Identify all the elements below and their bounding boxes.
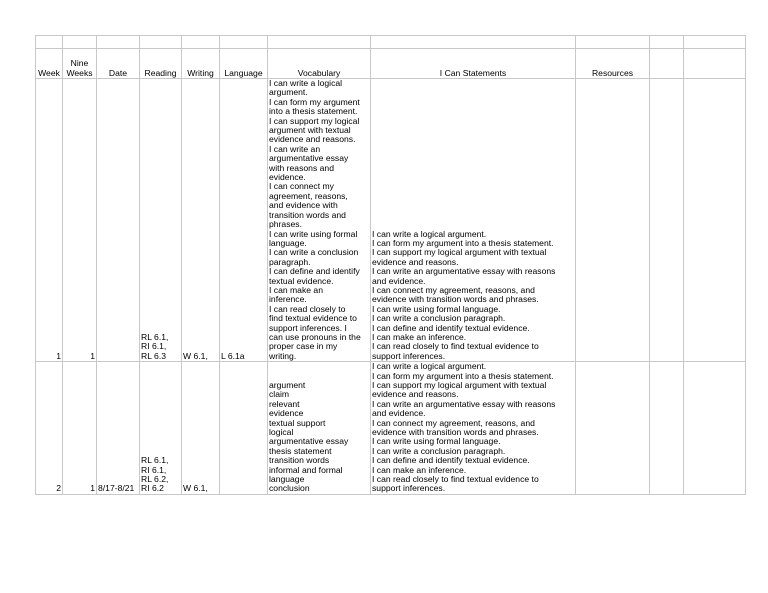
cell[interactable] <box>650 79 684 362</box>
header-nine-weeks[interactable]: Nine Weeks <box>63 49 97 79</box>
header-row <box>36 49 746 79</box>
resources-cell[interactable] <box>576 79 650 362</box>
writing-cell[interactable]: W 6.1, <box>182 79 220 362</box>
cell[interactable] <box>63 36 97 49</box>
language-cell[interactable]: L 6.1a <box>220 79 268 362</box>
cell[interactable] <box>97 36 140 49</box>
vocabulary-cell[interactable]: argument claim relevant evidence textual support logical argumentative essay thesis statement transition words informal and formal language conclusion <box>268 362 371 495</box>
cell[interactable] <box>576 36 650 49</box>
cell[interactable] <box>220 36 268 49</box>
vocabulary-cell[interactable]: I can write a logical argument. I can form my argument into a thesis statement. I can support my logical argument with textual evidence and reasons. I can write an argumentative essay with reasons and evidence. I can connect my agreement, reasons, and evidence with transition words and phrases. I can write using formal language. I can write a conclusion paragraph. I can define and identify textual evidence. I can make an inference. I can read closely to find textual evidence to support inferences. I can use pronouns in the proper case in my writing. <box>268 79 371 362</box>
date-cell[interactable]: 8/17-8/21 <box>97 362 140 495</box>
i-can-cell[interactable]: I can write a logical argument. I can form my argument into a thesis statement. I can support my logical argument with textual evidence and reasons. I can write an argumentative essay with reasons and evidence. I can connect my agreement, reasons, and evidence with transition words and phrases. I can write using formal language. I can write a conclusion paragraph. I can define and identify textual evidence. I can make an inference. I can read closely to find textual evidence to support inferences. <box>371 362 576 495</box>
reading-cell[interactable]: RL 6.1, RI 6.1, RL 6.2, RI 6.2 <box>140 362 182 495</box>
header-language[interactable]: Language <box>220 49 268 79</box>
writing-cell[interactable]: W 6.1, <box>182 362 220 495</box>
header-i-can-statements[interactable]: I Can Statements <box>371 49 576 79</box>
header-writing[interactable]: Writing <box>182 49 220 79</box>
table-row <box>36 79 746 362</box>
blank-row <box>36 36 746 49</box>
header-reading[interactable]: Reading <box>140 49 182 79</box>
header-date[interactable]: Date <box>97 49 140 79</box>
date-cell[interactable] <box>97 79 140 362</box>
curriculum-table <box>35 35 746 495</box>
table-row <box>36 362 746 495</box>
cell[interactable] <box>371 36 576 49</box>
cell[interactable] <box>650 362 684 495</box>
header-week[interactable]: Week <box>36 49 63 79</box>
week-cell[interactable]: 1 <box>36 79 63 362</box>
cell[interactable] <box>182 36 220 49</box>
cell[interactable] <box>140 36 182 49</box>
header-resources[interactable]: Resources <box>576 49 650 79</box>
i-can-cell[interactable]: I can write a logical argument. I can form my argument into a thesis statement. I can support my logical argument with textual evidence and reasons. I can write an argumentative essay with reasons and evidence. I can connect my agreement, reasons, and evidence with transition words and phrases. I can write using formal language. I can write a conclusion paragraph. I can define and identify textual evidence. I can make an inference. I can read closely to find textual evidence to support inferences. <box>371 79 576 362</box>
cell[interactable] <box>650 36 684 49</box>
reading-cell[interactable]: RL 6.1, RI 6.1, RL 6.3 <box>140 79 182 362</box>
week-cell[interactable]: 2 <box>36 362 63 495</box>
nine-weeks-cell[interactable]: 1 <box>63 79 97 362</box>
cell[interactable] <box>650 49 684 79</box>
language-cell[interactable] <box>220 362 268 495</box>
cell[interactable] <box>684 36 746 49</box>
nine-weeks-cell[interactable]: 1 <box>63 362 97 495</box>
cell[interactable] <box>684 79 746 362</box>
cell[interactable] <box>36 36 63 49</box>
resources-cell[interactable] <box>576 362 650 495</box>
cell[interactable] <box>684 362 746 495</box>
header-vocabulary[interactable]: Vocabulary <box>268 49 371 79</box>
cell[interactable] <box>684 49 746 79</box>
cell[interactable] <box>268 36 371 49</box>
